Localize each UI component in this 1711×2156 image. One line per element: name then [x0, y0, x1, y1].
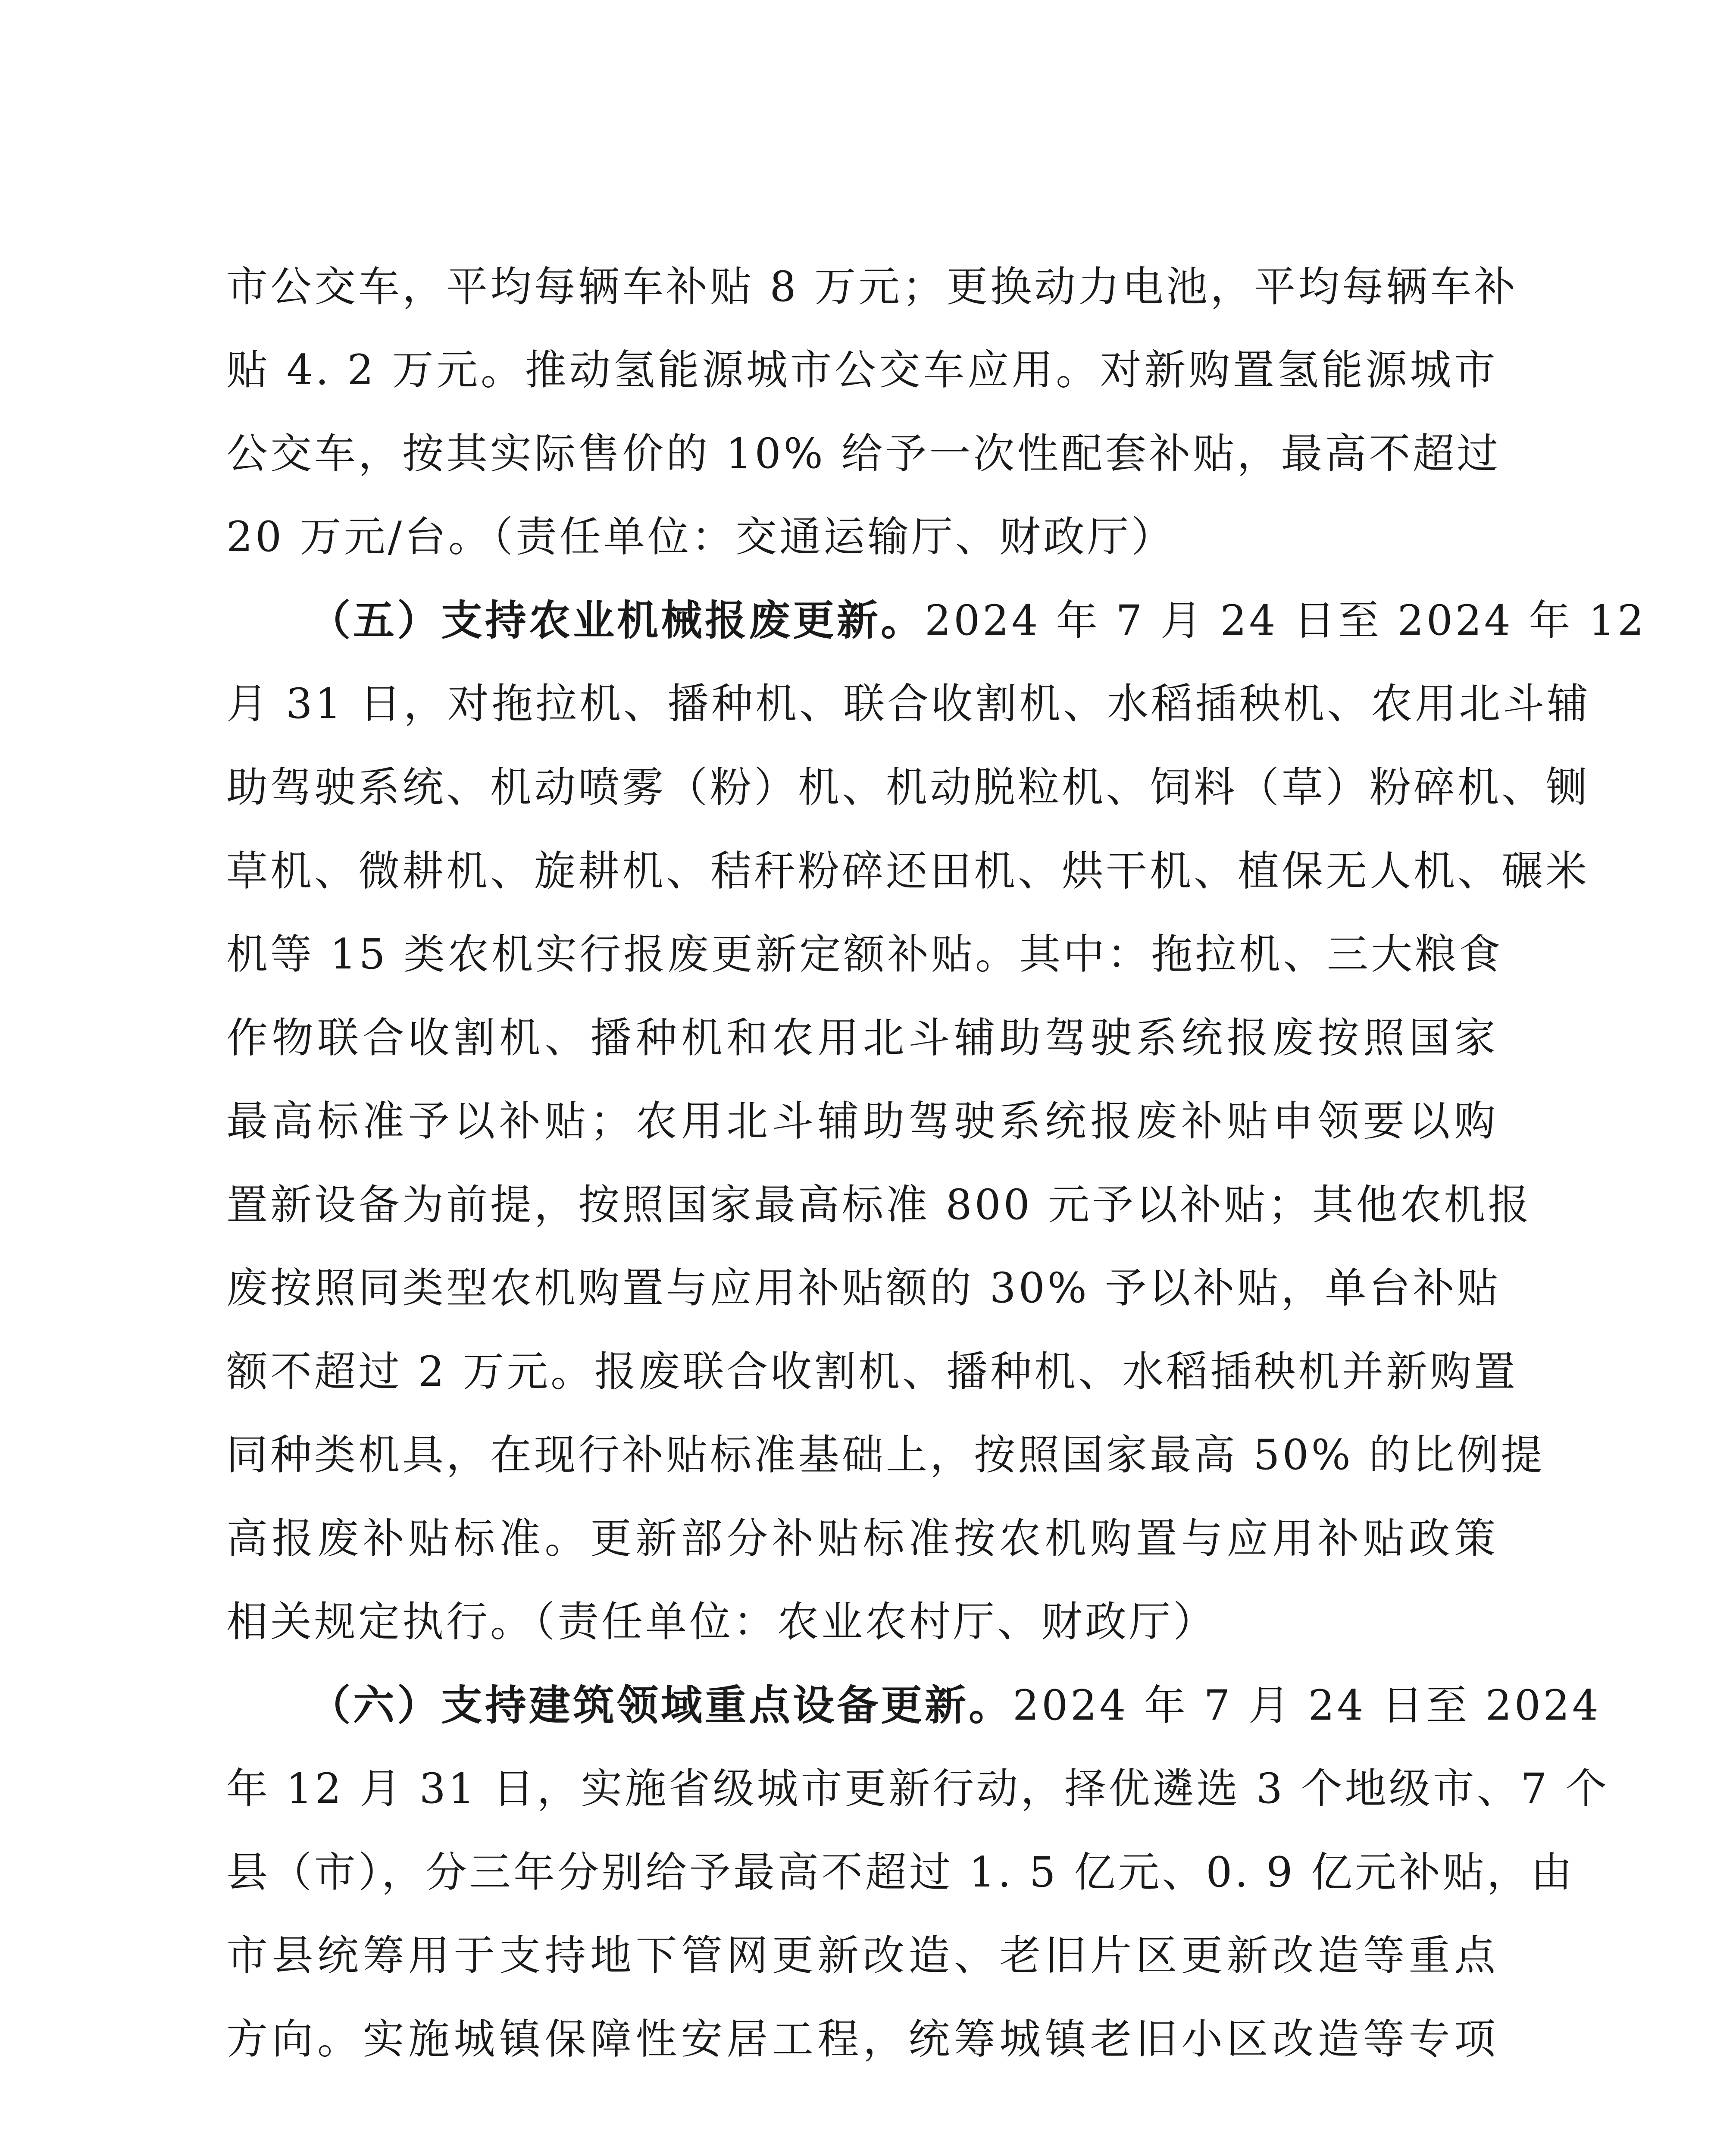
text-line: 公交车，按其实际售价的 10% 给予一次性配套补贴，最高不超过 [226, 429, 1501, 478]
text-line: 废按照同类型农机购置与应用补贴额的 30% 予以补贴，单台补贴 [226, 1264, 1501, 1312]
text-line: 年 12 月 31 日，实施省级城市更新行动，择优遴选 3 个地级市、7 个 [226, 1764, 1610, 1813]
text-line: 市公交车，平均每辆车补贴 8 万元；更换动力电池，平均每辆车补 [226, 263, 1518, 311]
text-line: 机等 15 类农机实行报废更新定额补贴。其中：拖拉机、三大粮食 [226, 930, 1503, 978]
text-line: 县（市），分三年分别给予最高不超过 1. 5 亿元、0. 9 亿元补贴，由 [226, 1848, 1575, 1896]
text-line: 方向。实施城镇保障性安居工程，统筹城镇老旧小区改造等专项 [226, 2015, 1498, 2063]
text-line: 最高标准予以补贴；农用北斗辅助驾驶系统报废补贴申领要以购 [226, 1097, 1498, 1145]
section-5-heading: （五）支持农业机械报废更新。 [309, 596, 925, 645]
text-line: 置新设备为前提，按照国家最高标准 800 元予以补贴；其他农机报 [226, 1181, 1532, 1229]
section-6-first-line-rest: 2024 年 7 月 24 日至 2024 [1013, 1681, 1601, 1730]
text-line: 市县统筹用于支持地下管网更新改造、老旧片区更新改造等重点 [226, 1931, 1498, 1980]
text-line: 月 31 日，对拖拉机、播种机、联合收割机、水稻插秧机、农用北斗辅 [226, 680, 1591, 728]
text-line: 高报废补贴标准。更新部分补贴标准按农机购置与应用补贴政策 [226, 1514, 1498, 1563]
text-line: 草机、微耕机、旋耕机、秸秆粉碎还田机、烘干机、植保无人机、碾米 [226, 847, 1589, 895]
text-line: 作物联合收割机、播种机和农用北斗辅助驾驶系统报废按照国家 [226, 1014, 1498, 1062]
section-6-first-line [309, 1675, 1601, 1736]
section-5-first-line [309, 590, 1647, 651]
text-line: 助驾驶系统、机动喷雾（粉）机、机动脱粒机、饲料（草）粉碎机、铡 [226, 763, 1589, 812]
text-line: 相关规定执行。（责任单位：农业农村厅、财政厅） [226, 1598, 1217, 1646]
text-line: 20 万元/台。（责任单位：交通运输厅、财政厅） [226, 513, 1176, 561]
section-5-first-line-rest: 2024 年 7 月 24 日至 2024 年 12 [925, 596, 1647, 645]
text-line: 同种类机具，在现行补贴标准基础上，按照国家最高 50% 的比例提 [226, 1431, 1545, 1479]
text-line: 额不超过 2 万元。报废联合收割机、播种机、水稻插秧机并新购置 [226, 1348, 1518, 1396]
text-line: 贴 4. 2 万元。推动氢能源城市公交车应用。对新购置氢能源城市 [226, 346, 1498, 394]
section-6-heading: （六）支持建筑领域重点设备更新。 [309, 1681, 1013, 1730]
